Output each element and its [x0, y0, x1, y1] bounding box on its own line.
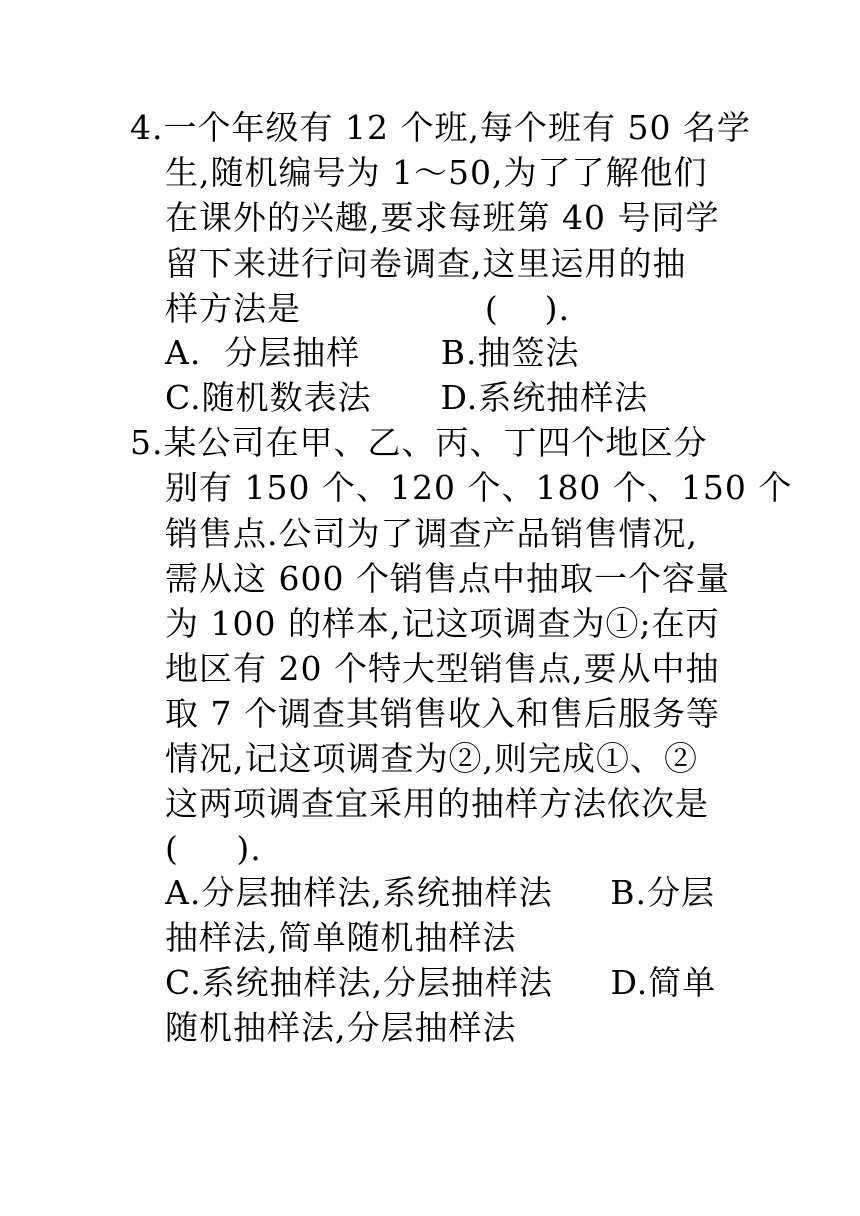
question-5-line-7: 取 7 个调查其销售收入和售后服务等: [165, 694, 720, 733]
question-4-text-1: 一个年级有 12 个班,每个班有 50 名学: [163, 108, 751, 147]
question-4-line-5: 样方法是 ( ).: [165, 289, 571, 328]
question-5-line-4: 需从这 600 个销售点中抽取一个容量: [165, 559, 730, 598]
question-4-line-4: 留下来进行问卷调查,这里运用的抽: [165, 244, 687, 283]
question-5-option-line-3: C.系统抽样法,分层抽样法 D.简单: [165, 963, 717, 1002]
question-5-number: 5.: [130, 423, 164, 462]
question-5-line-8: 情况,记这项调查为②,则完成①、②: [165, 739, 698, 778]
question-4-line-1: [130, 106, 751, 150]
question-5-line-6: 地区有 20 个特大型销售点,要从中抽: [165, 649, 720, 688]
question-5-line-5: 为 100 的样本,记这项调查为①;在丙: [165, 604, 720, 643]
question-4-option-line-1: A. 分层抽样 B.抽签法: [165, 333, 580, 372]
question-5-line-1: [130, 421, 708, 465]
question-5-line-2: 别有 150 个、120 个、180 个、150 个: [165, 468, 793, 507]
question-5-line-3: 销售点.公司为了调查产品销售情况,: [165, 514, 698, 553]
question-4-line-2: 生,随机编号为 1～50,为了了解他们: [165, 153, 708, 192]
question-5-text-1: 某公司在甲、乙、丙、丁四个地区分: [163, 423, 708, 462]
question-4-number: 4.: [130, 108, 164, 147]
question-5-option-line-1: A.分层抽样法,系统抽样法 B.分层: [165, 873, 715, 912]
question-4-line-3: 在课外的兴趣,要求每班第 40 号同学: [165, 198, 720, 237]
question-5-option-line-4: 随机抽样法,分层抽样法: [165, 1008, 517, 1047]
question-4-option-line-2: C.随机数表法 D.系统抽样法: [165, 378, 649, 417]
question-5-option-line-2: 抽样法,简单随机抽样法: [165, 918, 517, 957]
question-5-line-9: 这两项调查宜采用的抽样方法依次是: [165, 784, 709, 823]
question-5-line-10: ( ).: [165, 829, 262, 868]
